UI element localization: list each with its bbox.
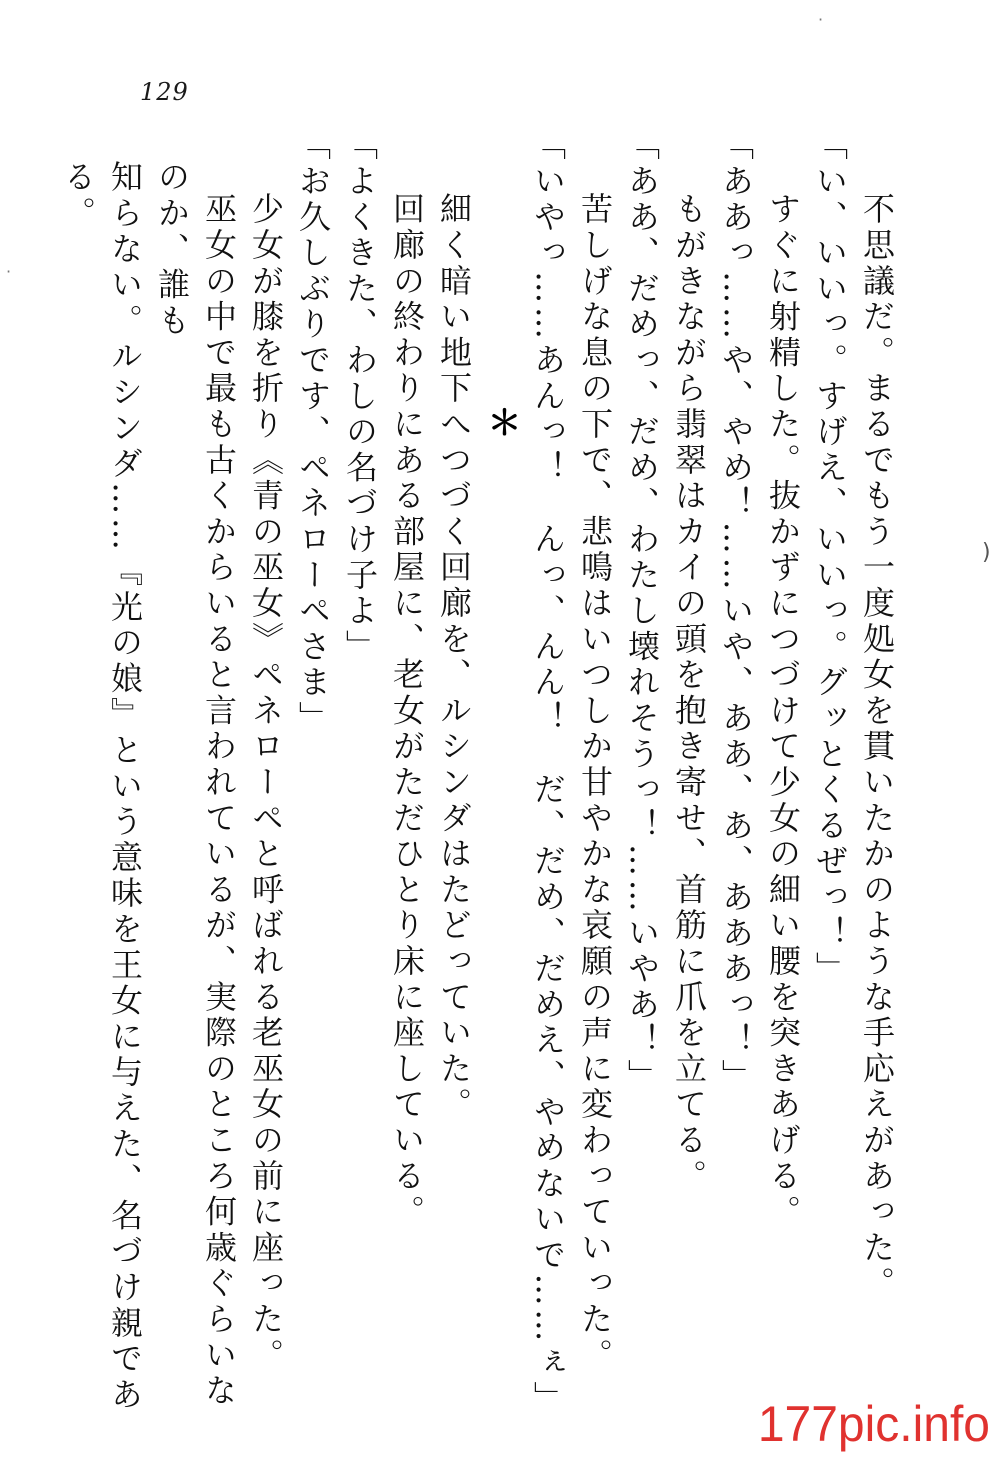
scan-speck: ·: [6, 262, 12, 281]
paragraph: 苦しげな息の下で、悲鳴はいつしか甘やかな哀願の声に変わっていった。: [576, 192, 614, 1374]
scan-speck: ): [982, 540, 991, 565]
dialogue-line: 「お久しぶりです、ペネローペさま」: [294, 128, 332, 737]
paragraph: 不思議だ。まるでもう一度処女を貫いたかのような手応えがあった。: [858, 192, 896, 1302]
paragraph: 少女が膝を折り《青の巫女》ペネローペと呼ばれる老巫女の前に座った。: [247, 192, 285, 1374]
dialogue-line: 「よくきた、わしの名づけ子よ」: [341, 128, 379, 665]
vertical-text-body: [59, 128, 900, 1440]
scan-speck: ·: [818, 10, 824, 29]
paragraph: 細く暗い地下へつづく回廊を、ルシンダはたどっていた。: [435, 192, 473, 1123]
dialogue-line: 「いやっ……あんっ！ んっ、んん！ だ、だめ、だめえ、やめないで……ぇ」: [529, 128, 567, 1417]
paragraph: すぐに射精した。抜かずにつづけて少女の細い腰を突きあげる。: [764, 192, 802, 1231]
dialogue-line: 「ああっ……や、やめ！……いや、ああ、あ、あああっ！」: [717, 128, 755, 1095]
paragraph: 回廊の終わりにある部屋に、老女がただひとり床に座している。: [388, 192, 426, 1231]
dialogue-line: 「ああ、だめっ、だめ、わたし壊れそうっ！……いやあ！」: [623, 128, 661, 1095]
watermark-logo: 177pic.info: [757, 1396, 990, 1453]
paragraph: もがきながら翡翠はカイの頭を抱き寄せ、首筋に爪を立てる。: [670, 192, 708, 1195]
dialogue-line: 「い、いいっ。すげえ、いいっ。グッとくるぜっ！」: [811, 128, 849, 988]
scene-break-asterisk: ＊: [481, 405, 521, 443]
paragraph-continuation: 知らない。ルシンダ……『光の娘』という意味を王女に与えた、名づけ親である。: [59, 160, 144, 1413]
paragraph: 巫女の中で最も古くからいると言われているが、実際のところ何歳ぐらいなのか、誰も: [153, 160, 238, 1410]
page-number: 129: [140, 78, 189, 106]
